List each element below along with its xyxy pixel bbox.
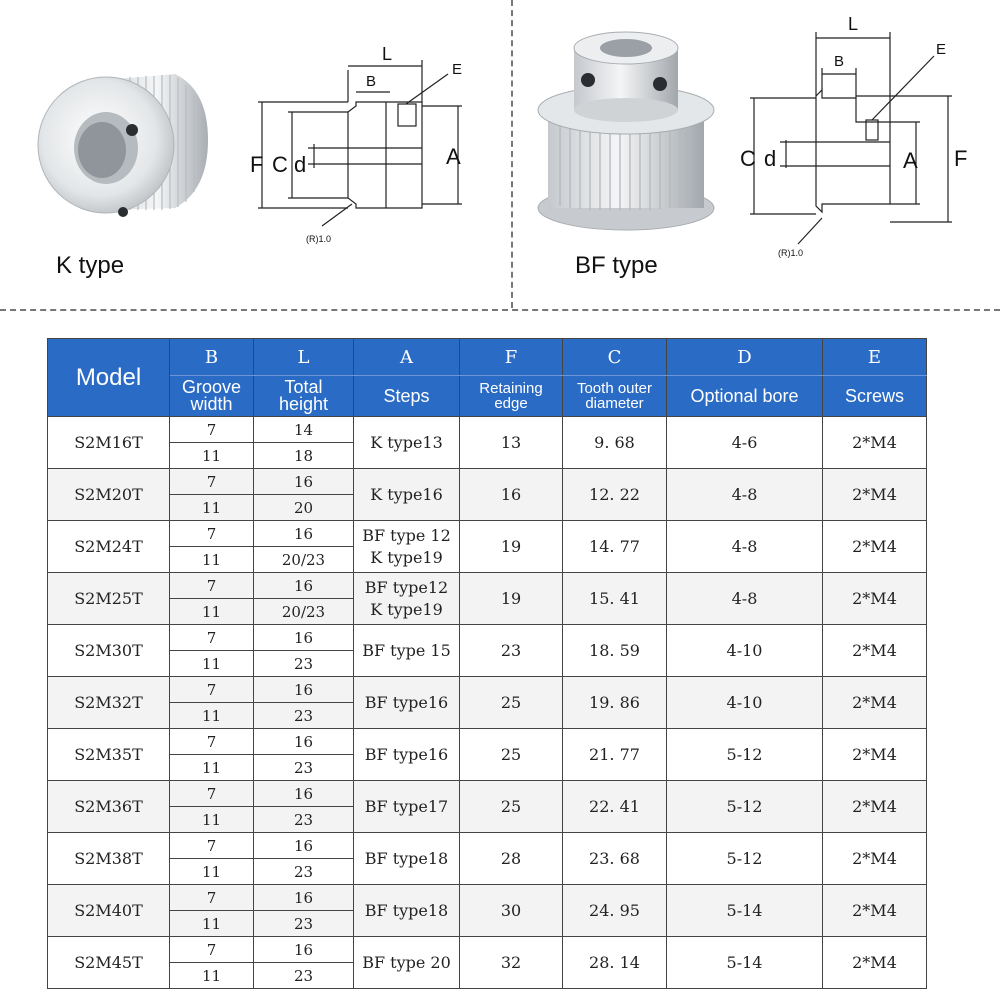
diagram-label-f: F <box>250 152 264 177</box>
optional-bore-cell: 5-14 <box>667 937 823 989</box>
header-letter-b: B <box>170 339 254 376</box>
model-cell: S2M16T <box>48 417 170 469</box>
table-row <box>48 417 927 443</box>
optional-bore-cell: 4-8 <box>667 469 823 521</box>
total-height-cell: 23 <box>254 703 354 729</box>
header-groove-width: Groove width <box>170 376 254 417</box>
model-cell: S2M24T <box>48 521 170 573</box>
steps-line: BF type 12 <box>362 525 451 545</box>
steps-cell <box>354 937 460 989</box>
illustration-divider <box>511 0 513 308</box>
model-cell: S2M38T <box>48 833 170 885</box>
diagram-label-l: L <box>382 44 393 64</box>
total-height-cell: 14 <box>254 417 354 443</box>
table-row <box>48 677 927 703</box>
table-row <box>48 729 927 755</box>
retaining-edge-cell: 25 <box>460 729 563 781</box>
groove-width-cell: 11 <box>170 651 254 677</box>
total-height-cell: 20 <box>254 495 354 521</box>
groove-width-cell: 11 <box>170 859 254 885</box>
steps-cell <box>354 521 460 573</box>
table-row <box>48 885 927 911</box>
steps-cell <box>354 677 460 729</box>
diagram-radius-note: (R)1.0 <box>306 234 332 244</box>
bf-diagram-label-c: C <box>740 146 756 171</box>
bf-diagram-label-b: B <box>834 53 845 70</box>
header-steps: Steps <box>354 376 460 417</box>
screws-cell: 2*M4 <box>823 625 927 677</box>
table-row <box>48 625 927 651</box>
header-retaining-edge: Retaining edge <box>460 376 563 417</box>
table-row <box>48 781 927 807</box>
model-cell: S2M36T <box>48 781 170 833</box>
steps-cell <box>354 573 460 625</box>
table-row <box>48 521 927 547</box>
header-total-height: Total height <box>254 376 354 417</box>
table-row <box>48 469 927 495</box>
total-height-cell: 16 <box>254 521 354 547</box>
steps-line: BF type17 <box>364 796 449 816</box>
steps-cell <box>354 833 460 885</box>
groove-width-cell: 11 <box>170 703 254 729</box>
total-height-cell: 16 <box>254 573 354 599</box>
screws-cell: 2*M4 <box>823 781 927 833</box>
diagram-label-c: C <box>272 152 288 177</box>
retaining-edge-cell: 23 <box>460 625 563 677</box>
header-letter-d: D <box>667 339 823 376</box>
retaining-edge-cell: 32 <box>460 937 563 989</box>
groove-width-cell: 7 <box>170 885 254 911</box>
screws-cell: 2*M4 <box>823 677 927 729</box>
steps-line: K type19 <box>370 547 443 567</box>
retaining-edge-cell: 19 <box>460 521 563 573</box>
total-height-cell: 16 <box>254 781 354 807</box>
tooth-outer-diameter-cell: 19. 86 <box>563 677 667 729</box>
retaining-edge-cell: 25 <box>460 781 563 833</box>
illustration-area <box>0 0 1000 340</box>
steps-cell <box>354 781 460 833</box>
tooth-outer-diameter-cell: 28. 14 <box>563 937 667 989</box>
k-type-label: K type <box>56 252 125 279</box>
tooth-outer-diameter-cell: 9. 68 <box>563 417 667 469</box>
retaining-edge-cell: 28 <box>460 833 563 885</box>
groove-width-cell: 7 <box>170 937 254 963</box>
groove-width-cell: 11 <box>170 963 254 989</box>
diagram-label-e: E <box>452 61 463 78</box>
table-row <box>48 833 927 859</box>
steps-cell <box>354 625 460 677</box>
total-height-cell: 16 <box>254 729 354 755</box>
total-height-cell: 23 <box>254 807 354 833</box>
total-height-cell: 23 <box>254 911 354 937</box>
optional-bore-cell: 5-12 <box>667 729 823 781</box>
section-divider <box>0 309 1000 311</box>
screws-cell: 2*M4 <box>823 521 927 573</box>
bf-type-pulley-photo <box>536 28 716 238</box>
retaining-edge-cell: 30 <box>460 885 563 937</box>
bf-diagram-label-a: A <box>903 148 918 173</box>
k-type-dimension-diagram <box>248 40 498 260</box>
total-height-cell: 18 <box>254 443 354 469</box>
total-height-cell: 23 <box>254 963 354 989</box>
diagram-label-d: d <box>294 152 307 177</box>
total-height-cell: 16 <box>254 677 354 703</box>
groove-width-cell: 7 <box>170 677 254 703</box>
retaining-edge-cell: 13 <box>460 417 563 469</box>
steps-line: K type16 <box>370 484 443 504</box>
optional-bore-cell: 4-10 <box>667 677 823 729</box>
groove-width-cell: 11 <box>170 911 254 937</box>
screws-cell: 2*M4 <box>823 937 927 989</box>
steps-line: BF type18 <box>364 848 449 868</box>
header-letter-l: L <box>254 339 354 376</box>
groove-width-cell: 11 <box>170 807 254 833</box>
groove-width-cell: 11 <box>170 755 254 781</box>
total-height-cell: 16 <box>254 885 354 911</box>
screws-cell: 2*M4 <box>823 729 927 781</box>
steps-cell <box>354 469 460 521</box>
diagram-label-b: B <box>366 73 377 90</box>
table-row <box>48 573 927 599</box>
steps-line: BF type18 <box>364 900 449 920</box>
total-height-cell: 23 <box>254 755 354 781</box>
bf-diagram-label-d: d <box>764 146 777 171</box>
groove-width-cell: 7 <box>170 521 254 547</box>
retaining-edge-cell: 25 <box>460 677 563 729</box>
total-height-cell: 16 <box>254 625 354 651</box>
optional-bore-cell: 4-8 <box>667 521 823 573</box>
tooth-outer-diameter-cell: 23. 68 <box>563 833 667 885</box>
header-letter-e: E <box>823 339 927 376</box>
steps-cell <box>354 729 460 781</box>
groove-width-cell: 7 <box>170 833 254 859</box>
total-height-cell: 23 <box>254 859 354 885</box>
model-cell: S2M32T <box>48 677 170 729</box>
bf-diagram-radius-note: (R)1.0 <box>778 248 804 258</box>
optional-bore-cell: 5-12 <box>667 781 823 833</box>
header-letter-a: A <box>354 339 460 376</box>
retaining-edge-cell: 19 <box>460 573 563 625</box>
optional-bore-cell: 4-8 <box>667 573 823 625</box>
header-letter-f: F <box>460 339 563 376</box>
optional-bore-cell: 5-14 <box>667 885 823 937</box>
optional-bore-cell: 4-10 <box>667 625 823 677</box>
total-height-cell: 16 <box>254 469 354 495</box>
groove-width-cell: 11 <box>170 495 254 521</box>
total-height-cell: 20/23 <box>254 599 354 625</box>
groove-width-cell: 7 <box>170 781 254 807</box>
steps-cell <box>354 417 460 469</box>
steps-line: K type19 <box>370 599 443 619</box>
model-cell: S2M25T <box>48 573 170 625</box>
groove-width-cell: 11 <box>170 599 254 625</box>
tooth-outer-diameter-cell: 18. 59 <box>563 625 667 677</box>
model-cell: S2M40T <box>48 885 170 937</box>
screws-cell: 2*M4 <box>823 417 927 469</box>
tooth-outer-diameter-cell: 12. 22 <box>563 469 667 521</box>
total-height-cell: 16 <box>254 937 354 963</box>
header-tooth-outer-diameter: Tooth outer diameter <box>563 376 667 417</box>
header-screws: Screws <box>823 376 927 417</box>
header-optional-bore: Optional bore <box>667 376 823 417</box>
groove-width-cell: 11 <box>170 547 254 573</box>
groove-width-cell: 7 <box>170 573 254 599</box>
table-row <box>48 937 927 963</box>
groove-width-cell: 7 <box>170 729 254 755</box>
header-letter-c: C <box>563 339 667 376</box>
tooth-outer-diameter-cell: 22. 41 <box>563 781 667 833</box>
bf-type-dimension-diagram <box>738 8 978 268</box>
bf-diagram-label-e: E <box>936 41 947 58</box>
k-type-pulley-photo <box>30 60 220 230</box>
screws-cell: 2*M4 <box>823 573 927 625</box>
optional-bore-cell: 4-6 <box>667 417 823 469</box>
optional-bore-cell: 5-12 <box>667 833 823 885</box>
groove-width-cell: 7 <box>170 625 254 651</box>
steps-line: K type13 <box>370 432 443 452</box>
diagram-label-a: A <box>446 144 461 169</box>
tooth-outer-diameter-cell: 24. 95 <box>563 885 667 937</box>
total-height-cell: 16 <box>254 833 354 859</box>
steps-cell <box>354 885 460 937</box>
model-cell: S2M20T <box>48 469 170 521</box>
bf-diagram-label-l: L <box>848 14 859 34</box>
model-cell: S2M35T <box>48 729 170 781</box>
total-height-cell: 23 <box>254 651 354 677</box>
tooth-outer-diameter-cell: 14. 77 <box>563 521 667 573</box>
steps-line: BF type 20 <box>362 952 451 972</box>
groove-width-cell: 11 <box>170 443 254 469</box>
model-cell: S2M45T <box>48 937 170 989</box>
groove-width-cell: 7 <box>170 417 254 443</box>
tooth-outer-diameter-cell: 21. 77 <box>563 729 667 781</box>
screws-cell: 2*M4 <box>823 469 927 521</box>
model-cell: S2M30T <box>48 625 170 677</box>
bf-diagram-label-f: F <box>954 146 968 171</box>
screws-cell: 2*M4 <box>823 833 927 885</box>
specification-table <box>47 338 927 989</box>
header-model: Model <box>48 339 170 417</box>
steps-line: BF type12 <box>364 577 449 597</box>
retaining-edge-cell: 16 <box>460 469 563 521</box>
screws-cell: 2*M4 <box>823 885 927 937</box>
steps-line: BF type 15 <box>362 640 451 660</box>
groove-width-cell: 7 <box>170 469 254 495</box>
steps-line: BF type16 <box>364 692 449 712</box>
bf-type-label: BF type <box>575 252 658 279</box>
tooth-outer-diameter-cell: 15. 41 <box>563 573 667 625</box>
total-height-cell: 20/23 <box>254 547 354 573</box>
steps-line: BF type16 <box>364 744 449 764</box>
